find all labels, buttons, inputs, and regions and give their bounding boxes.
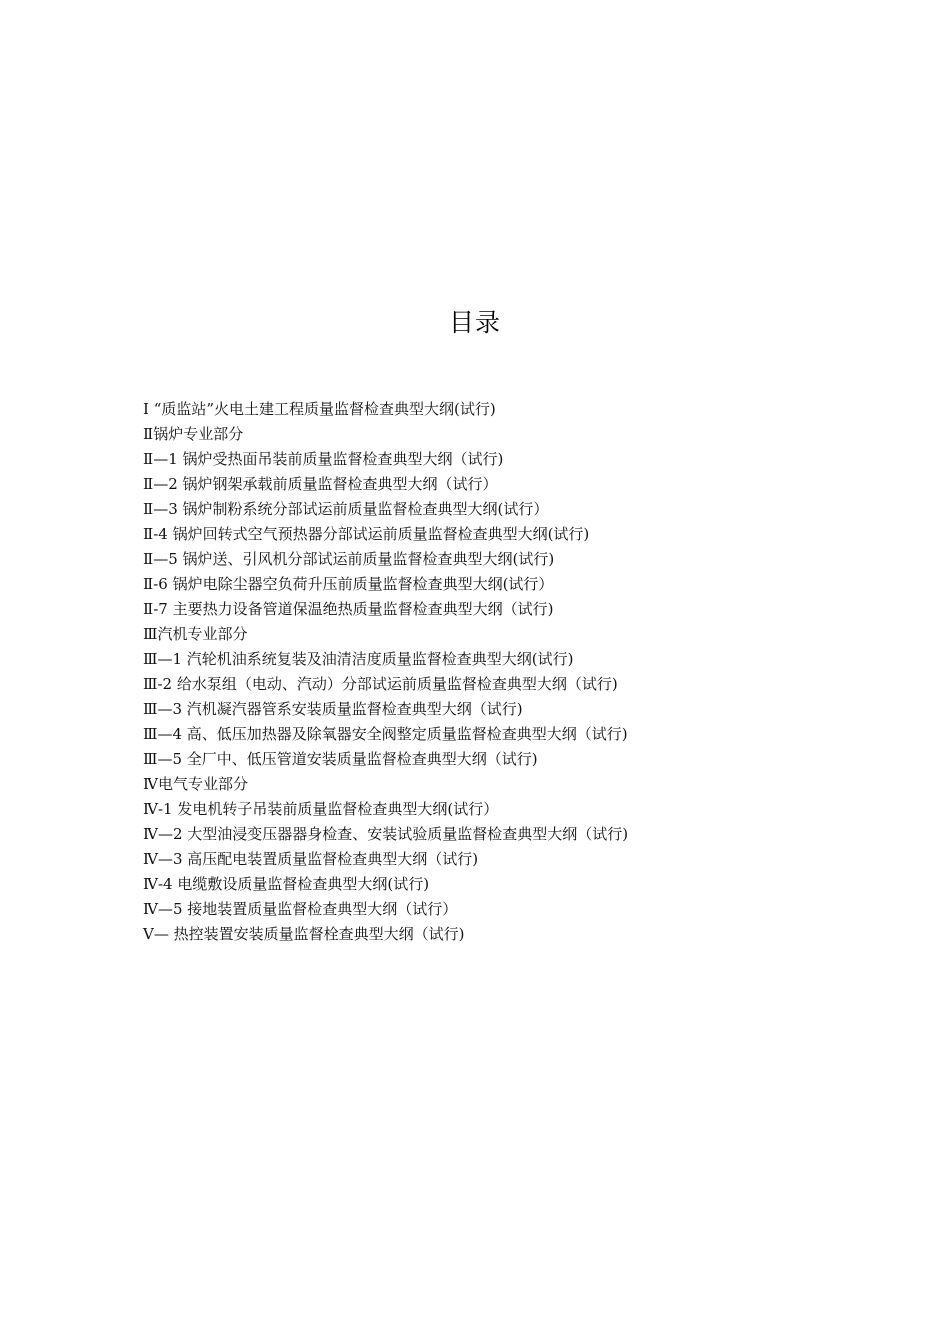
toc-section-heading: Ⅳ电气专业部分 — [143, 775, 248, 793]
toc-item: Ⅱ-6 锅炉电除尘器空负荷升压前质量监督检查典型大纲(试行） — [143, 575, 554, 593]
toc-item: Ⅳ—5 接地装置质量监督检查典型大纲（试行） — [143, 900, 458, 918]
toc-item: Ⅳ-4 电缆敷设质量监督检查典型大纲(试行) — [143, 875, 430, 893]
toc-item: Ⅴ— 热控装置安装质量监督栓查典型大纲（试行) — [143, 925, 465, 943]
toc-section-heading: Ⅱ锅炉专业部分 — [143, 425, 244, 443]
toc-item: Ⅳ—3 高压配电装置质量监督检查典型大纲（试行) — [143, 850, 479, 868]
table-of-contents — [143, 397, 863, 947]
toc-item: Ⅱ—5 锅炉送、引风机分部试运前质量监督检查典型大纲(试行) — [143, 550, 555, 568]
toc-item: Ⅳ-1 发电机转子吊装前质量监督检查典型大纲(试行） — [143, 800, 499, 818]
toc-item: Ⅲ—1 汽轮机油系统复装及油清洁度质量监督检查典型大纲(试行) — [143, 650, 574, 668]
toc-item: Ⅲ—4 高、低压加热器及除氧器安全阀整定质量监督检查典型大纲（试行) — [143, 725, 628, 743]
toc-item: Ⅳ—2 大型油浸变压器器身检查、安装试验质量监督检查典型大纲（试行) — [143, 825, 629, 843]
page-title: 目录 — [448, 308, 501, 337]
toc-item: Ⅲ—5 全厂中、低压管道安装质量监督检查典型大纲（试行) — [143, 750, 538, 768]
toc-item: Ⅱ—2 锅炉钢架承载前质量监督检查典型大纲（试行） — [143, 475, 498, 493]
toc-item: Ⅱ—1 锅炉受热面吊装前质量监督检查典型大纲（试行) — [143, 450, 504, 468]
toc-item: Ⅱ-7 主要热力设备管道保温绝热质量监督检查典型大纲（试行) — [143, 600, 554, 618]
toc-item: Ⅲ—3 汽机凝汽器管系安装质量监督检查典型大纲（试行) — [143, 700, 523, 718]
toc-item: Ⅰ “质监站”火电土建工程质量监督检查典型大纲(试行) — [143, 400, 496, 418]
toc-section-heading: Ⅲ汽机专业部分 — [143, 625, 248, 643]
toc-item: Ⅲ-2 给水泵组（电动、汽动）分部试运前质量监督检查典型大纲（试行) — [143, 675, 618, 693]
toc-item: Ⅱ—3 锅炉制粉系统分部试运前质量监督检查典型大纲(试行） — [143, 500, 549, 518]
toc-item: Ⅱ-4 锅炉回转式空气预热器分部试运前质量监督检查典型大纲(试行) — [143, 525, 590, 543]
